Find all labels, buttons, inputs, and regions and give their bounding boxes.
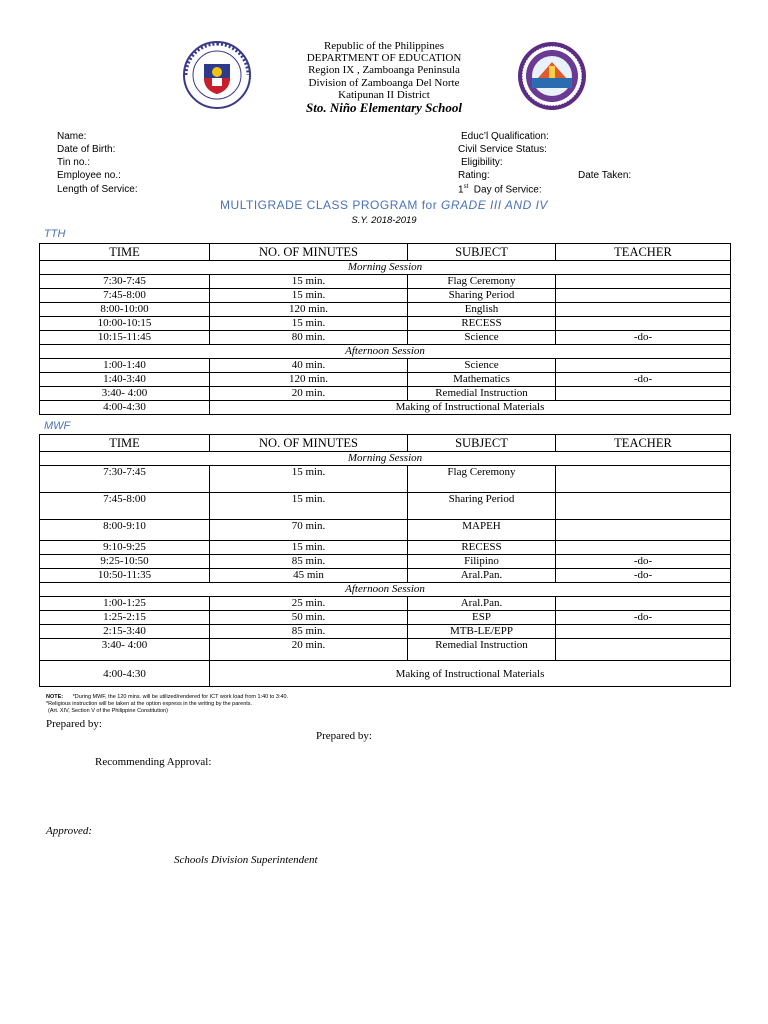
tth-morning-cell-subject: Science: [408, 331, 556, 345]
info-first-day: [458, 184, 542, 195]
info-employee: Employee no.:: [57, 170, 121, 181]
program-title: [0, 198, 768, 212]
mwf-afternoon-session: Afternoon Session: [40, 583, 731, 597]
note-line-3: (Art. XIV, Section V of the Philippine Constitution): [48, 708, 168, 714]
prepared-by-2: Prepared by:: [316, 730, 372, 742]
tth-morning-cell-minutes: 120 min.: [210, 303, 408, 317]
mwf-morning-cell-time: 7:30-7:45: [40, 466, 210, 493]
tth-morning-cell-minutes: 15 min.: [210, 275, 408, 289]
recommending-approval: Recommending Approval:: [95, 756, 212, 768]
note-label: NOTE:: [46, 694, 64, 700]
note-line-2: *Religious instruction will be taken at the option express in the writing by the parents.: [46, 701, 253, 707]
tth-label: TTH: [44, 228, 66, 240]
mwf-afternoon-cell-minutes: 50 min.: [210, 611, 408, 625]
mwf-morning-row: [40, 520, 731, 541]
tth-morning-cell-subject: RECESS: [408, 317, 556, 331]
program-title-grades: GRADE III AND IV: [441, 198, 548, 212]
mwf-morning-cell-teacher: [556, 541, 731, 555]
tth-last-text: Making of Instructional Materials: [210, 401, 731, 415]
mwf-morning-row: [40, 493, 731, 520]
mwf-afternoon-cell-minutes: 85 min.: [210, 625, 408, 639]
mwf-afternoon-cell-time: 3:40- 4:00: [40, 639, 210, 661]
mwf-morning-row: [40, 555, 731, 569]
mwf-morning-cell-subject: Aral.Pan.: [408, 569, 556, 583]
mwf-morning-cell-time: 9:10-9:25: [40, 541, 210, 555]
tth-afternoon-cell-minutes: 120 min.: [210, 373, 408, 387]
tth-morning-cell-teacher: -do-: [556, 331, 731, 345]
mwf-morning-cell-time: 10:50-11:35: [40, 569, 210, 583]
tth-afternoon-cell-teacher: [556, 387, 731, 401]
mwf-morning-cell-teacher: -do-: [556, 569, 731, 583]
col-subject: SUBJECT: [408, 244, 556, 261]
col-time: TIME: [40, 435, 210, 452]
header-line-deped: DEPARTMENT OF EDUCATION: [306, 52, 462, 64]
mwf-morning-cell-subject: RECESS: [408, 541, 556, 555]
mwf-morning-cell-subject: Filipino: [408, 555, 556, 569]
tth-afternoon-cell-subject: Mathematics: [408, 373, 556, 387]
tth-morning-cell-minutes: 15 min.: [210, 289, 408, 303]
tth-morning-cell-subject: English: [408, 303, 556, 317]
mwf-afternoon-row: [40, 597, 731, 611]
mwf-morning-cell-subject: Flag Ceremony: [408, 466, 556, 493]
first-day-sup: st: [463, 184, 469, 190]
tth-afternoon-cell-subject: Remedial Instruction: [408, 387, 556, 401]
tth-morning-cell-teacher: [556, 303, 731, 317]
schools-division-superintendent: Schools Division Superintendent: [174, 854, 318, 866]
info-elig: Eligibility:: [461, 157, 503, 168]
tth-morning-row: [40, 289, 731, 303]
tth-morning-cell-minutes: 80 min.: [210, 331, 408, 345]
mwf-last-text: Making of Instructional Materials: [210, 661, 731, 687]
program-title-main: MULTIGRADE CLASS PROGRAM for: [220, 198, 442, 212]
tth-morning-row: [40, 303, 731, 317]
header-line-republic: Republic of the Philippines: [323, 40, 445, 52]
mwf-afternoon-cell-time: 1:00-1:25: [40, 597, 210, 611]
tth-afternoon-row: [40, 359, 731, 373]
mwf-morning-cell-time: 9:25-10:50: [40, 555, 210, 569]
tth-afternoon-cell-time: 3:40- 4:00: [40, 387, 210, 401]
info-tin: Tin no.:: [57, 157, 90, 168]
tth-morning-row: [40, 317, 731, 331]
tth-afternoon-cell-time: 1:40-3:40: [40, 373, 210, 387]
mwf-last-time: 4:00-4:30: [40, 661, 210, 687]
tth-header-row: [40, 244, 731, 261]
mwf-morning-cell-teacher: [556, 520, 731, 541]
tth-morning-cell-time: 10:15-11:45: [40, 331, 210, 345]
mwf-afternoon-cell-subject: MTB-LE/EPP: [408, 625, 556, 639]
tth-morning-cell-teacher: [556, 289, 731, 303]
mwf-morning-cell-teacher: [556, 466, 731, 493]
mwf-morning-row: [40, 569, 731, 583]
tth-afternoon-row: [40, 387, 731, 401]
school-name: Sto. Niño Elementary School: [305, 100, 463, 115]
mwf-morning-cell-subject: MAPEH: [408, 520, 556, 541]
mwf-afternoon-row: [40, 639, 731, 661]
school-year: S.Y. 2018-2019: [351, 215, 417, 226]
info-educ: Educ’l Qualification:: [461, 131, 549, 142]
mwf-morning-row: [40, 466, 731, 493]
col-minutes: NO. OF MINUTES: [210, 244, 408, 261]
mwf-morning-cell-minutes: 15 min.: [210, 466, 408, 493]
mwf-morning-cell-minutes: 15 min.: [210, 541, 408, 555]
tth-morning-cell-teacher: [556, 275, 731, 289]
mwf-morning-cell-minutes: 15 min.: [210, 493, 408, 520]
tth-morning-cell-minutes: 15 min.: [210, 317, 408, 331]
col-minutes: NO. OF MINUTES: [210, 435, 408, 452]
tth-last-time: 4:00-4:30: [40, 401, 210, 415]
tth-morning-cell-time: 10:00-10:15: [40, 317, 210, 331]
mwf-morning-cell-minutes: 45 min: [210, 569, 408, 583]
mwf-morning-row: [40, 541, 731, 555]
mwf-schedule-table: [39, 434, 731, 687]
tth-afternoon-cell-minutes: 40 min.: [210, 359, 408, 373]
mwf-afternoon-cell-subject: ESP: [408, 611, 556, 625]
info-length: Length of Service:: [57, 184, 138, 195]
mwf-last-row: [40, 661, 731, 687]
tth-morning-cell-teacher: [556, 317, 731, 331]
mwf-afternoon-cell-time: 1:25-2:15: [40, 611, 210, 625]
mwf-afternoon-cell-teacher: [556, 625, 731, 639]
tth-morning-cell-time: 8:00-10:00: [40, 303, 210, 317]
mwf-afternoon-cell-teacher: [556, 639, 731, 661]
tth-last-row: [40, 401, 731, 415]
mwf-afternoon-cell-time: 2:15-3:40: [40, 625, 210, 639]
header-line-region: Region IX , Zamboanga Peninsula: [308, 64, 460, 76]
mwf-afternoon-cell-teacher: [556, 597, 731, 611]
header-line-district: Katipunan II District: [338, 89, 430, 101]
tth-afternoon-cell-minutes: 20 min.: [210, 387, 408, 401]
note-text-1: *During MWF, the 120 mins. will be utilized/rendered for ICT work load from 1:40 to 3:40.: [72, 694, 289, 700]
mwf-afternoon-cell-subject: Remedial Instruction: [408, 639, 556, 661]
first-day-rest: Day of Service:: [468, 184, 542, 196]
first-day-num: 1: [458, 184, 464, 196]
tth-morning-row: [40, 331, 731, 345]
tth-morning-cell-subject: Flag Ceremony: [408, 275, 556, 289]
mwf-morning-cell-teacher: -do-: [556, 555, 731, 569]
mwf-morning-cell-time: 8:00-9:10: [40, 520, 210, 541]
mwf-afternoon-row: [40, 625, 731, 639]
prepared-by-1: Prepared by:: [46, 718, 102, 730]
col-teacher: TEACHER: [556, 244, 731, 261]
tth-afternoon-cell-teacher: -do-: [556, 373, 731, 387]
info-date-taken: Date Taken:: [578, 170, 632, 181]
tth-morning-cell-time: 7:45-8:00: [40, 289, 210, 303]
mwf-morning-cell-teacher: [556, 493, 731, 520]
tth-afternoon-cell-subject: Science: [408, 359, 556, 373]
info-rating: Rating:: [458, 170, 490, 181]
header-line-division: Division of Zamboanga Del Norte: [308, 77, 460, 89]
tth-afternoon-session: Afternoon Session: [40, 345, 731, 359]
mwf-morning-cell-time: 7:45-8:00: [40, 493, 210, 520]
mwf-label: MWF: [44, 420, 71, 432]
col-time: TIME: [40, 244, 210, 261]
tth-afternoon-cell-teacher: [556, 359, 731, 373]
mwf-morning-cell-subject: Sharing Period: [408, 493, 556, 520]
col-subject: SUBJECT: [408, 435, 556, 452]
mwf-afternoon-cell-minutes: 20 min.: [210, 639, 408, 661]
mwf-morning-cell-minutes: 70 min.: [210, 520, 408, 541]
tth-schedule-table: [39, 243, 731, 415]
mwf-afternoon-cell-minutes: 25 min.: [210, 597, 408, 611]
tth-morning-session: Morning Session: [40, 261, 731, 275]
note-line-1: [46, 694, 288, 701]
mwf-afternoon-cell-subject: Aral.Pan.: [408, 597, 556, 611]
info-name: Name:: [57, 131, 87, 142]
tth-morning-cell-subject: Sharing Period: [408, 289, 556, 303]
info-civil: Civil Service Status:: [458, 144, 547, 155]
mwf-header-row: [40, 435, 731, 452]
mwf-morning-session: Morning Session: [40, 452, 731, 466]
mwf-afternoon-cell-teacher: -do-: [556, 611, 731, 625]
tth-afternoon-cell-time: 1:00-1:40: [40, 359, 210, 373]
tth-morning-cell-time: 7:30-7:45: [40, 275, 210, 289]
info-dob: Date of Birth:: [57, 144, 116, 155]
mwf-afternoon-row: [40, 611, 731, 625]
mwf-morning-cell-minutes: 85 min.: [210, 555, 408, 569]
col-teacher: TEACHER: [556, 435, 731, 452]
tth-morning-row: [40, 275, 731, 289]
tth-afternoon-row: [40, 373, 731, 387]
approved: Approved:: [46, 825, 93, 837]
